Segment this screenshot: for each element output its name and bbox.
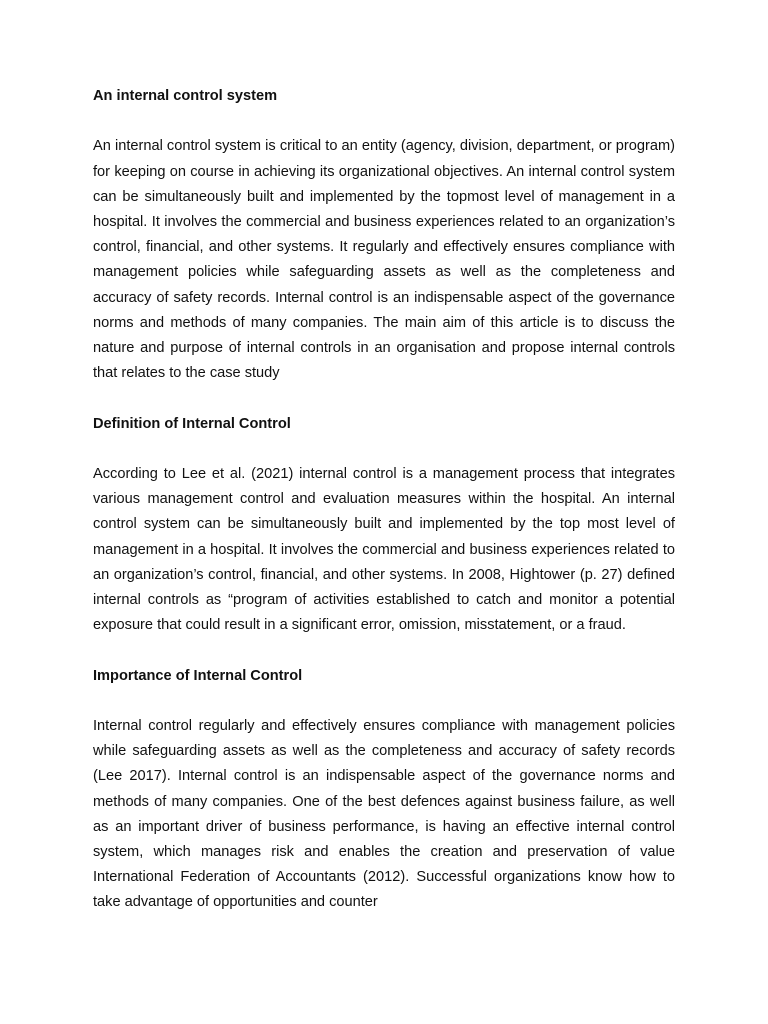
section-heading-importance: Importance of Internal Control [93, 667, 303, 684]
document-content [93, 84, 675, 916]
paragraph-internal-control-system: An internal control system is critical to an entity (agency, division, department, or program) for keeping on course in achieving its organizational objectives. An internal control system can be simultaneously built and implemented by the topmost level of management in a hospital. It involves the commercial and business experiences related to an organization’s control, financial, and other systems. It regularly and effectively ensures compliance with management policies while safeguarding assets as well as the completeness and accuracy of safety records. Internal control is an indispensable aspect of the governance norms and methods of many companies. The main aim of this article is to discuss the nature and purpose of internal controls in an organisation and propose internal controls that relates to the case study [93, 138, 675, 382]
spacer [93, 437, 675, 462]
section-heading-definition: Definition of Internal Control [93, 415, 291, 432]
paragraph-importance: Internal control regularly and effectively ensures compliance with management policies while safeguarding assets as well as the completeness and accuracy of safety records (Lee 2017). Internal control is an indispensable aspect of the governance norms and methods of many companies. One of the best defences against business failure, as well as an important driver of business performance, is having an effective internal control system, which manages risk and enables the creation and preservation of value International Federation of Accountants (2012). Successful organizations know how to take advantage of opportunities and counter [93, 718, 675, 911]
spacer [93, 638, 675, 663]
section-heading-internal-control-system: An internal control system [93, 88, 278, 104]
spacer [93, 109, 675, 134]
spacer [93, 689, 675, 714]
paragraph-definition: According to Lee et al. (2021) internal control is a management process that integrates various management control and evaluation measures within the hospital. An internal control system can be simultaneously built and implemented by the top most level of management in a hospital. It involves the commercial and business experiences related to an organization’s control, financial, and other systems. In 2008, Hightower (p. 27) defined internal controls as “program of activities established to catch and monitor a potential exposure that could result in a significant error, omission, misstatement, or a fraud. [93, 466, 675, 634]
spacer [93, 386, 675, 411]
